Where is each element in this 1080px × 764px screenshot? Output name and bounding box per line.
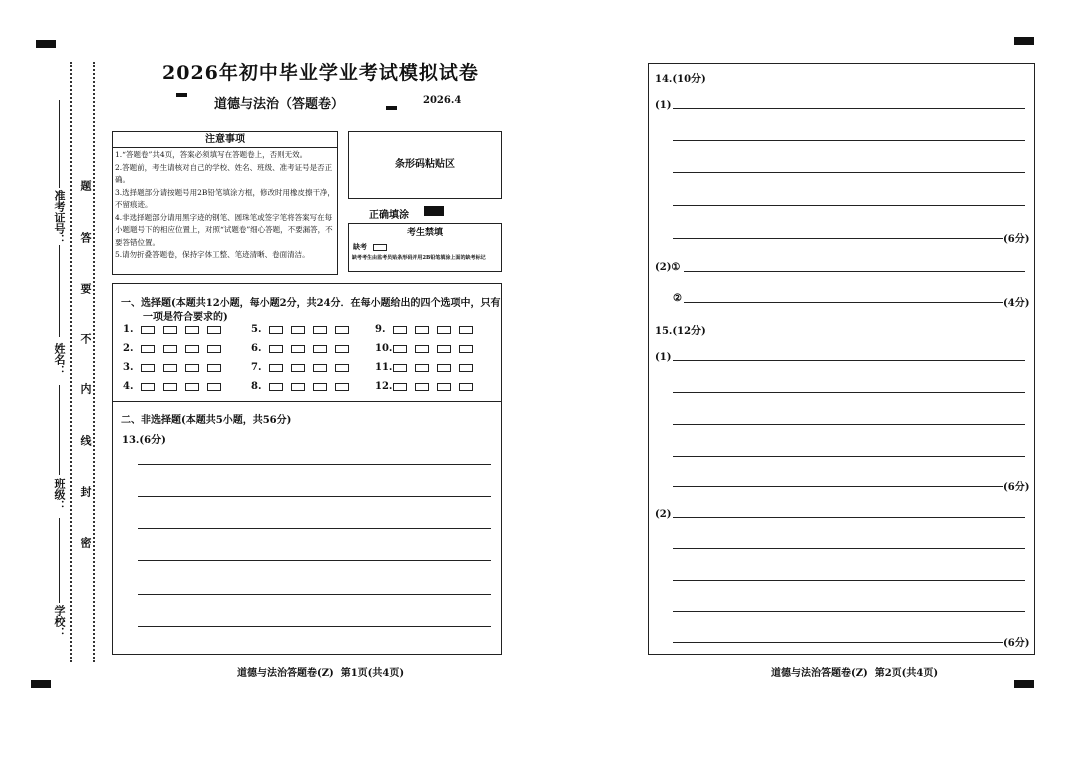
candidate-title: 考生禁填	[406, 228, 443, 238]
choice-question-number: 12.	[375, 381, 393, 392]
seal-char: 不	[79, 333, 92, 344]
choice-question-row	[123, 381, 227, 392]
choice-bubble[interactable]	[313, 326, 327, 334]
barcode-area	[348, 131, 502, 199]
choice-question-number: 8.	[251, 381, 262, 392]
barcode-label: 条形码粘贴区	[395, 159, 455, 170]
q15-1-label: (1)	[655, 352, 672, 363]
choice-question-number: 5.	[251, 324, 262, 335]
choice-bubble[interactable]	[269, 364, 283, 372]
answer-line	[673, 580, 1025, 581]
page2-answer-box	[648, 63, 1035, 655]
choice-bubble[interactable]	[415, 383, 429, 391]
choice-bubble[interactable]	[185, 383, 199, 391]
choice-question-row	[375, 362, 479, 373]
answer-line	[673, 360, 1025, 361]
field-class-line	[59, 385, 60, 475]
section1-heading-2: 一项是符合要求的)	[143, 312, 228, 323]
choice-bubble[interactable]	[269, 383, 283, 391]
notice-title: 注意事项	[113, 132, 337, 148]
choice-bubble[interactable]	[437, 383, 451, 391]
answer-line	[684, 302, 1003, 303]
registration-mark-top-left	[36, 40, 56, 48]
choice-bubble[interactable]	[185, 345, 199, 353]
notice-item: 5.请勿折叠答题卷，保持字体工整、笔迹清晰、卷面清洁。	[115, 250, 310, 259]
page-title: 2026年初中毕业学业考试模拟试卷	[162, 62, 479, 84]
seal-char: 内	[79, 383, 92, 394]
choice-bubble[interactable]	[437, 364, 451, 372]
absent-checkbox[interactable]	[373, 244, 387, 251]
correct-fill-example	[424, 206, 444, 216]
choice-bubble[interactable]	[291, 345, 305, 353]
choice-bubble[interactable]	[291, 326, 305, 334]
footer-page-2: 道德与法治答题卷(Z) 第2页(共4页)	[771, 668, 939, 679]
notice-item: 1.“答题卷”共4页，答案必须填写在答题卷上，否则无效。	[115, 150, 308, 159]
absent-label: 缺考	[353, 242, 367, 251]
choice-bubble[interactable]	[291, 364, 305, 372]
answer-line	[138, 594, 491, 595]
q14-2b-label: ②	[673, 293, 682, 304]
field-class: 班级：	[53, 478, 66, 511]
choice-bubble[interactable]	[459, 345, 473, 353]
registration-mark-top-right	[1014, 37, 1034, 45]
registration-mark-subject	[386, 106, 397, 110]
choice-bubble[interactable]	[207, 345, 221, 353]
choice-question-row	[375, 324, 479, 335]
choice-bubble[interactable]	[141, 364, 155, 372]
seal-char: 封	[79, 486, 92, 497]
choice-bubble[interactable]	[207, 383, 221, 391]
answer-line	[684, 271, 1025, 272]
field-name: 姓名：	[53, 343, 66, 376]
field-school-line	[59, 518, 60, 603]
q15-2-label: (2)	[655, 509, 672, 520]
choice-question-number: 11.	[375, 362, 393, 373]
correct-fill-label: 正确填涂	[369, 210, 409, 221]
answer-line	[138, 560, 491, 561]
choice-bubble[interactable]	[335, 383, 349, 391]
choice-bubble[interactable]	[163, 326, 177, 334]
choice-bubble[interactable]	[313, 364, 327, 372]
choice-section	[112, 283, 502, 402]
q14-2-score: (4分)	[1003, 298, 1030, 309]
seal-char: 要	[79, 283, 92, 294]
q15-1-score: (6分)	[1003, 482, 1030, 493]
registration-mark-bottom-right	[1014, 680, 1034, 688]
answer-line	[138, 626, 491, 627]
answer-line	[673, 108, 1025, 109]
q15-2-score: (6分)	[1003, 638, 1030, 649]
registration-mark-bottom-left	[31, 680, 51, 688]
choice-bubble[interactable]	[291, 383, 305, 391]
candidate-note: 缺考考生由监考员贴条形码并用2B铅笔填涂上面的缺考标记	[351, 254, 486, 261]
answer-line	[138, 528, 491, 529]
notice-item: 3.选择题部分请按题号用2B铅笔填涂方框，修改时用橡皮擦干净，不留痕迹。	[115, 187, 335, 209]
seal-char: 密	[79, 537, 92, 548]
choice-bubble[interactable]	[269, 326, 283, 334]
field-exam-number-line	[59, 100, 60, 188]
choice-bubble[interactable]	[459, 383, 473, 391]
answer-line	[138, 464, 491, 465]
choice-question-number: 2.	[123, 343, 134, 354]
choice-question-row	[251, 362, 355, 373]
absent-row	[349, 242, 501, 252]
choice-question-number: 4.	[123, 381, 134, 392]
q13-label: 13.(6分)	[122, 435, 166, 446]
choice-bubble[interactable]	[185, 326, 199, 334]
choice-bubble[interactable]	[141, 383, 155, 391]
choice-bubble[interactable]	[163, 364, 177, 372]
choice-bubble[interactable]	[415, 326, 429, 334]
answer-line	[673, 642, 1003, 643]
choice-question-number: 1.	[123, 324, 134, 335]
answer-line	[673, 205, 1025, 206]
section1-heading: 一、选择题(本题共12小题，每小题2分，共24分．在每小题给出的四个选项中，只有	[121, 298, 501, 309]
choice-question-row	[123, 343, 227, 354]
binding-dash-line-2	[93, 62, 95, 662]
choice-bubble[interactable]	[163, 383, 177, 391]
choice-question-row	[251, 343, 355, 354]
footer-page-1: 道德与法治答题卷(Z) 第1页(共4页)	[237, 668, 405, 679]
binding-dash-line-1	[70, 62, 72, 662]
choice-question-row	[251, 381, 355, 392]
seal-char: 线	[79, 435, 92, 446]
choice-bubble[interactable]	[437, 345, 451, 353]
choice-question-row	[251, 324, 355, 335]
notice-list	[113, 148, 337, 263]
choice-bubble[interactable]	[141, 345, 155, 353]
choice-bubble[interactable]	[163, 345, 177, 353]
choice-bubble[interactable]	[313, 383, 327, 391]
answer-line	[673, 238, 1003, 239]
choice-question-row	[375, 381, 479, 392]
candidate-box	[348, 223, 502, 272]
choice-bubble[interactable]	[415, 345, 429, 353]
answer-line	[673, 611, 1025, 612]
choice-question-number: 10.	[375, 343, 393, 354]
answer-line	[673, 548, 1025, 549]
choice-bubble[interactable]	[269, 345, 283, 353]
field-name-line	[59, 245, 60, 337]
choice-question-row	[123, 324, 227, 335]
answer-line	[673, 140, 1025, 141]
field-school: 学校：	[53, 605, 66, 638]
answer-line	[673, 486, 1003, 487]
notice-box	[112, 131, 338, 275]
choice-bubble[interactable]	[437, 326, 451, 334]
answer-line	[138, 496, 491, 497]
notice-item: 2.答题前，考生请核对自己的学校、姓名、班级、准考证号是否正确。	[115, 162, 333, 184]
choice-bubble[interactable]	[393, 383, 407, 391]
choice-question-number: 9.	[375, 324, 386, 335]
q15-label: 15.(12分)	[655, 326, 706, 337]
choice-bubble[interactable]	[459, 364, 473, 372]
choice-bubble[interactable]	[335, 326, 349, 334]
field-exam-number: 准考证号：	[53, 190, 66, 245]
answer-line	[673, 456, 1025, 457]
answer-line	[673, 517, 1025, 518]
choice-bubble[interactable]	[141, 326, 155, 334]
choice-question-number: 3.	[123, 362, 134, 373]
choice-bubble[interactable]	[459, 326, 473, 334]
notice-item: 4.非选择题部分请用黑字迹的钢笔、圆珠笔或签字笔将答案写在每小题题号下的相应位置上，对照“试题卷”细心答题，不要漏答，不要答错位置。	[115, 212, 333, 247]
q14-1-label: (1)	[655, 100, 672, 111]
answer-line	[673, 424, 1025, 425]
choice-bubble[interactable]	[207, 326, 221, 334]
choice-bubble[interactable]	[313, 345, 327, 353]
choice-question-row	[375, 343, 479, 354]
seal-char: 题	[79, 180, 92, 191]
choice-bubble[interactable]	[335, 345, 349, 353]
choice-question-row	[123, 362, 227, 373]
seal-char: 答	[79, 232, 92, 243]
choice-bubble[interactable]	[393, 345, 407, 353]
choice-bubble[interactable]	[393, 326, 407, 334]
choice-bubble[interactable]	[415, 364, 429, 372]
exam-date: 2026.4	[423, 95, 462, 106]
choice-question-number: 7.	[251, 362, 262, 373]
q14-label: 14.(10分)	[655, 74, 706, 85]
answer-line	[673, 392, 1025, 393]
choice-bubble[interactable]	[335, 364, 349, 372]
q14-2-label: (2)①	[655, 262, 681, 273]
registration-mark-title	[176, 93, 187, 97]
choice-bubble[interactable]	[185, 364, 199, 372]
subject-title: 道德与法治（答题卷）	[214, 97, 345, 112]
answer-line	[673, 172, 1025, 173]
choice-question-number: 6.	[251, 343, 262, 354]
choice-bubble[interactable]	[207, 364, 221, 372]
section2-heading: 二、非选择题(本题共5小题，共56分)	[121, 415, 292, 426]
choice-bubble[interactable]	[393, 364, 407, 372]
q14-1-score: (6分)	[1003, 234, 1030, 245]
